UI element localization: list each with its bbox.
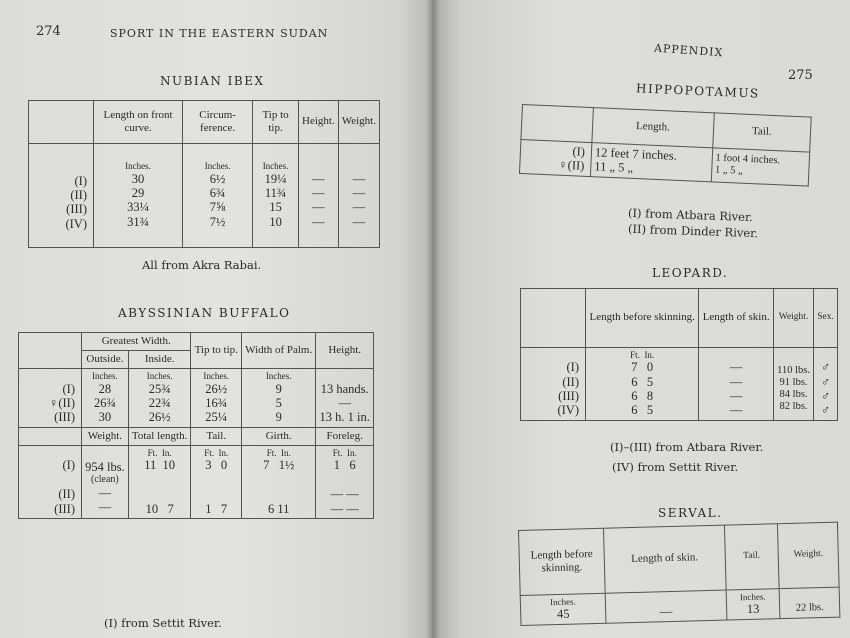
row-label: (IV) (557, 403, 579, 418)
cell-value: 10 (269, 214, 282, 229)
unit-label: Ft. (147, 448, 158, 459)
col-header: Width of Palm. (242, 333, 316, 369)
cell-value: 25¼ (205, 410, 228, 425)
cell-value: 7½ (209, 214, 226, 229)
hippo-table (519, 104, 812, 186)
serval-title: SERVAL. (658, 506, 723, 520)
col-header: Tail. (712, 113, 811, 152)
cell-value: 7 (167, 501, 174, 516)
cell-value: 33¼ (127, 200, 149, 215)
col-header: Length before skinning. (519, 528, 606, 595)
table-row (19, 369, 374, 427)
cell-value: — (352, 171, 366, 186)
col-header: Length on front curve. (94, 101, 183, 144)
cell-value: 1½ (278, 458, 295, 473)
buffalo-title: ABYSSINIAN BUFFALO (118, 306, 291, 320)
running-head-right: APPENDIX (653, 41, 724, 60)
cell-value: 13 (746, 602, 760, 617)
unit-label: In. (644, 350, 655, 360)
col-header: Outside. (82, 351, 129, 369)
buffalo-table (18, 332, 374, 519)
col-header: Weight. (82, 427, 129, 445)
col-header: Foreleg. (316, 427, 374, 445)
leopard-title: LEOPARD. (652, 266, 729, 280)
cell-value: — (312, 171, 325, 186)
table-row (29, 143, 380, 247)
hippo-title: HIPPOPOTAMUS (635, 81, 760, 101)
table-header-row (29, 101, 380, 144)
table-row (19, 446, 374, 519)
leopard-note-2: (IV) from Settit River. (612, 460, 739, 474)
table-row (521, 348, 838, 421)
unit-label: Ft. (630, 350, 640, 360)
cell-value: 22 lbs. (795, 601, 824, 614)
buffalo-note: (I) from Settit River. (104, 616, 222, 630)
cell-value: 1 (333, 458, 340, 473)
cell-value: 26½ (148, 410, 171, 425)
cell-value: 13 hands. (320, 381, 369, 396)
cell-value: 1 foot 4 inches. (715, 152, 781, 167)
row-label: (III) (66, 202, 87, 217)
col-header: Sex. (814, 289, 838, 348)
hippo-note-1: (I) from Atbara River. (627, 205, 754, 225)
cell-value: 15 (269, 200, 282, 215)
row-label: (II) (562, 374, 579, 389)
unit-label: Inches. (549, 596, 576, 608)
cell-value: 6¾ (209, 186, 226, 201)
cell-value: 25¾ (148, 381, 171, 396)
cell-value: 45 (556, 607, 570, 622)
cell-value: — (352, 186, 366, 201)
male-symbol: ♂ (820, 360, 831, 375)
row-label: (I) (62, 381, 75, 396)
col-header: Length before skinning. (586, 289, 699, 348)
row-label: (III) (54, 501, 75, 516)
cell-value: — (352, 214, 366, 229)
unit-label: Inches. (125, 161, 151, 172)
unit-label: Inches. (739, 591, 766, 603)
cell-value: — (312, 186, 325, 201)
cell-value: 7 (263, 458, 270, 473)
male-symbol: ♂ (820, 374, 831, 389)
cell-value: 8 (646, 389, 654, 404)
unit-label: Ft. (204, 448, 214, 459)
cell-value: — (330, 501, 344, 516)
unit-label: In. (218, 448, 229, 459)
cell-value: 3 (205, 458, 212, 473)
col-header: Weight. (778, 522, 839, 589)
cell-value: — (312, 200, 325, 215)
cell-value: 6 (631, 389, 638, 404)
cell-value: — (98, 500, 112, 515)
col-header: Inside. (128, 351, 191, 369)
cell-value: 1 „ 5 „ (714, 164, 743, 178)
cell-value: 0 (646, 360, 654, 375)
serval-table (518, 522, 840, 626)
row-label: (I) (74, 173, 87, 188)
leopard-note-1: (I)–(III) from Atbara River. (610, 440, 764, 454)
cell-value: 29 (131, 186, 145, 201)
cell-value: 11 (144, 458, 157, 473)
cell-value: 26¾ (93, 396, 116, 411)
cell-value: 9 (275, 381, 282, 396)
row-label: (III) (54, 410, 75, 425)
col-header: Tip to tip. (253, 101, 299, 144)
cell-value: 6 (349, 458, 356, 473)
cell-value: 9 (275, 410, 282, 425)
cell-value: 31¾ (127, 214, 149, 229)
male-symbol: ♂ (820, 403, 831, 418)
cell-value: 6½ (209, 171, 226, 186)
ibex-table (28, 100, 380, 248)
cell-value: 28 (98, 381, 112, 396)
unit-label: Inches. (146, 371, 173, 382)
cell-value: 6 (631, 374, 638, 389)
cell-value: 11 „ 5 „ (594, 159, 634, 176)
hippo-note-2: (II) from Dinder River. (627, 221, 759, 241)
cell-value: 954 lbs. (85, 459, 125, 474)
cell-value: — (729, 374, 743, 389)
unit-label: Inches. (265, 371, 292, 382)
cell-value: 10 (145, 501, 159, 516)
unit-label: Ft. (266, 448, 277, 459)
col-header: Tail. (191, 427, 242, 445)
cell-value: 13 h. 1 in. (319, 410, 370, 425)
row-label: (I) (62, 458, 75, 473)
unit-label: Inches. (92, 371, 118, 382)
cell-value: 16¾ (205, 396, 228, 411)
cell-value: 82 lbs. (779, 401, 808, 413)
cell-value: — (659, 604, 673, 619)
ibex-title: NUBIAN IBEX (160, 74, 265, 88)
cell-value: 22¾ (148, 396, 171, 411)
leopard-table (520, 288, 838, 421)
cell-value: 10 (162, 458, 176, 473)
col-header: Total length. (128, 427, 191, 445)
col-header: Length. (592, 108, 714, 148)
unit-label: Inches. (204, 161, 231, 172)
row-label: (I) (572, 144, 586, 159)
row-label: (II) (58, 487, 75, 502)
cell-value: 12 feet 7 inches. (594, 145, 678, 163)
cell-value: 7 (631, 360, 638, 375)
cell-value: 26½ (205, 381, 228, 396)
cell-value: — (729, 360, 743, 375)
col-header: Weight. (773, 289, 813, 348)
running-head-left: SPORT IN THE EASTERN SUDAN (110, 27, 329, 40)
cell-value: 5 (646, 403, 654, 418)
cell-value: — (729, 389, 743, 404)
cell-value: 91 lbs. (779, 377, 808, 389)
unit-label: In. (161, 448, 172, 459)
cell-value: 6 (267, 501, 275, 516)
row-label: (II) (70, 188, 87, 203)
ibex-note: All from Akra Rabai. (142, 258, 262, 272)
cell-value: — (98, 485, 112, 500)
cell-value: — (312, 214, 325, 229)
row-label: (I) (566, 360, 579, 375)
row-label: (III) (558, 389, 579, 404)
col-header: Girth. (242, 427, 316, 445)
col-header: Height. (299, 101, 339, 144)
cell-value: 5 (275, 396, 282, 411)
cell-value: 5 (646, 374, 654, 389)
unit-label: In. (280, 448, 291, 459)
cell-value: 30 (131, 171, 145, 186)
col-header: Height. (316, 333, 374, 369)
unit-label: Inches. (203, 371, 230, 382)
cell-value: 11 (277, 501, 290, 516)
cell-value: 11¾ (264, 186, 287, 201)
row-label: (IV) (65, 216, 87, 231)
cell-value: — (346, 487, 359, 502)
cell-value: (clean) (91, 474, 119, 486)
cell-value: 1 (205, 501, 212, 516)
cell-value: 110 lbs. (777, 364, 810, 376)
cell-value: — (346, 501, 359, 516)
cell-value: 19¼ (264, 171, 287, 186)
book-gutter (426, 0, 440, 638)
unit-label: In. (346, 448, 357, 459)
cell-value: 30 (98, 410, 112, 425)
cell-value: — (330, 487, 344, 502)
right-page (432, 0, 850, 638)
col-header: Tail. (724, 524, 779, 590)
col-header: Tip to tip. (191, 333, 242, 369)
cell-value: — (729, 403, 743, 418)
cell-value: 7⅝ (209, 200, 226, 215)
cell-value: 0 (220, 458, 228, 473)
cell-value: 6 (631, 403, 638, 418)
page-number-right: 275 (788, 68, 813, 83)
col-header: Greatest Width. (82, 333, 191, 351)
unit-label: Ft. (332, 448, 343, 459)
cell-value: 7 (220, 501, 228, 516)
col-header: Weight. (338, 101, 379, 144)
unit-label: Inches. (262, 161, 289, 172)
row-label: ♀(II) (48, 396, 75, 411)
col-header: Length of skin. (603, 525, 725, 593)
male-symbol: ♂ (820, 389, 831, 404)
page-number-left: 274 (36, 24, 61, 39)
row-label: ♀(II) (558, 158, 585, 174)
cell-value: — (352, 200, 366, 215)
cell-value: 84 lbs. (779, 389, 808, 401)
col-header: Circum-ference. (183, 101, 253, 144)
cell-value: — (338, 396, 351, 411)
col-header: Length of skin. (699, 289, 774, 348)
